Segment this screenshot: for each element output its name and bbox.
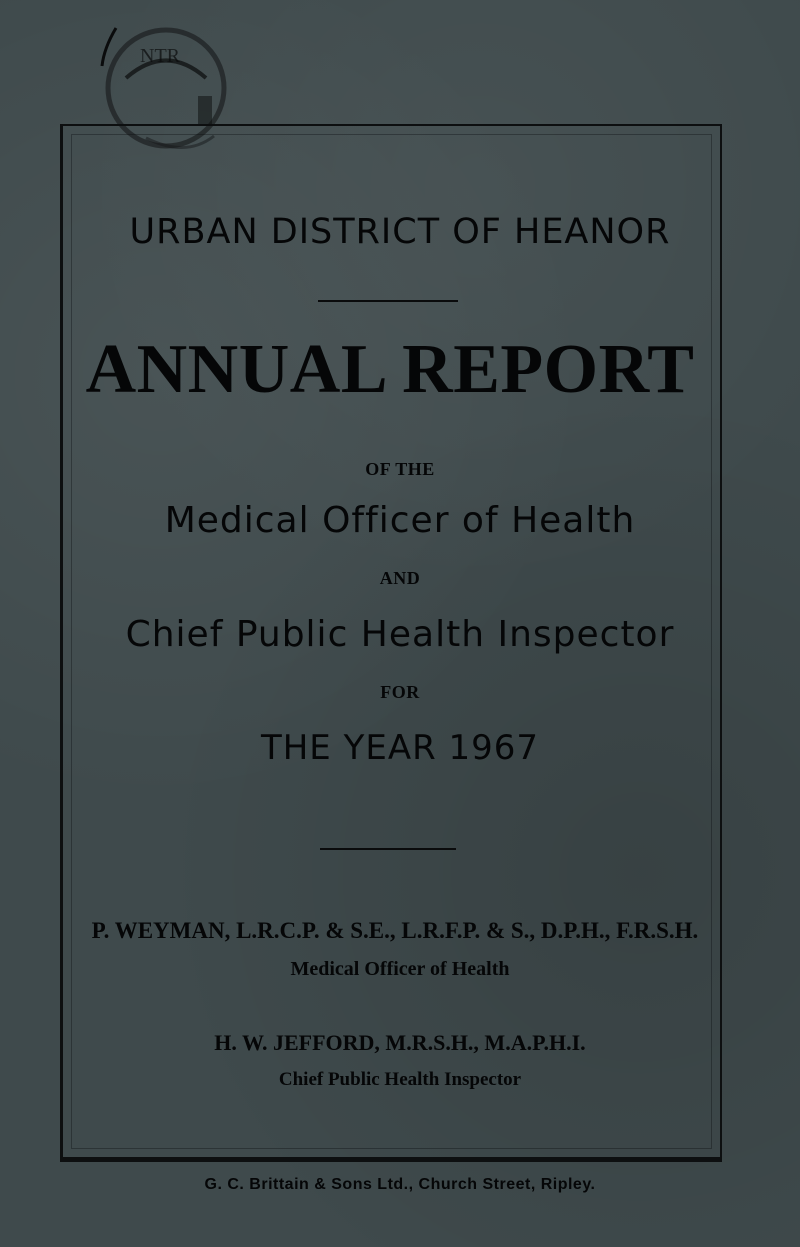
officer-title-medical: Medical Officer of Health	[290, 958, 510, 980]
role-medical-officer: Medical Officer of Health	[164, 500, 636, 541]
officer-name-medical: P. WEYMAN, L.R.C.P. & S.E., L.R.F.P. & S., D.P.H., F.R.S.H.	[91, 918, 699, 943]
report-year: THE YEAR 1967	[260, 728, 540, 768]
report-title: ANNUAL REPORT	[85, 331, 695, 408]
svg-text:NTR: NTR	[140, 45, 180, 67]
officer-title-inspector: Chief Public Health Inspector	[278, 1069, 522, 1090]
divider-top	[318, 300, 458, 302]
and-label: AND	[379, 568, 421, 588]
of-the-label: OF THE	[365, 459, 435, 479]
district-heading: URBAN DISTRICT OF HEANOR	[129, 212, 671, 252]
divider-bottom	[320, 848, 456, 850]
printer-imprint: G. C. Brittain & Sons Ltd., Church Street, Ripley.	[204, 1176, 596, 1193]
officer-name-inspector: H. W. JEFFORD, M.R.S.H., M.A.P.H.I.	[214, 1030, 586, 1055]
for-label: FOR	[380, 682, 420, 702]
role-health-inspector: Chief Public Health Inspector	[125, 614, 675, 655]
